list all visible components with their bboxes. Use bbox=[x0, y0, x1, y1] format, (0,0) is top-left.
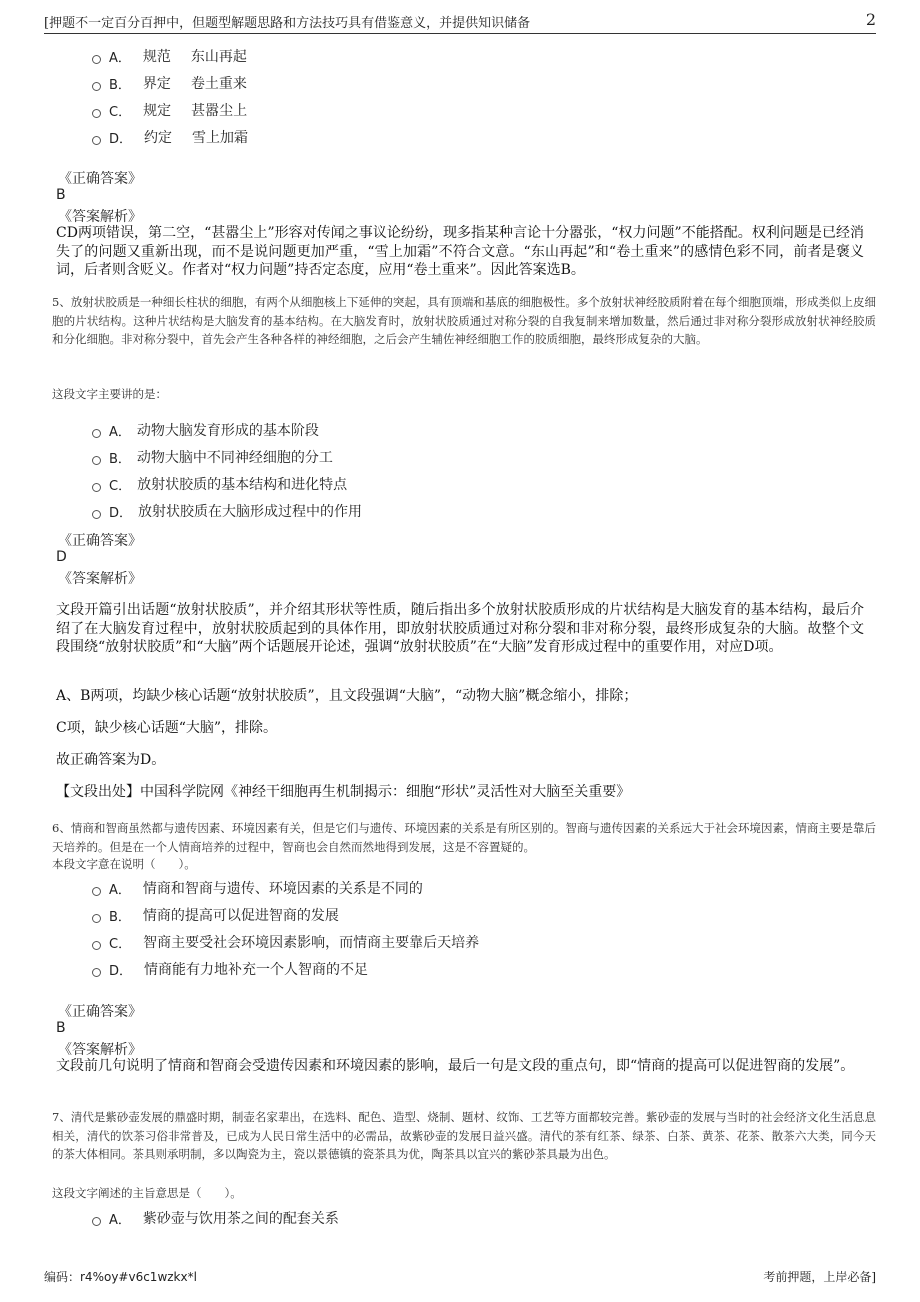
q5-option-a[interactable]: A． 动物大脑发育形成的基本阶段 bbox=[92, 420, 319, 440]
radio-icon[interactable] bbox=[92, 914, 101, 923]
radio-icon[interactable] bbox=[92, 456, 101, 465]
q6-option-b[interactable]: B． 情商的提高可以促进智商的发展 bbox=[92, 905, 339, 925]
q5-analysis-p2: A、B两项，均缺少核心话题“放射状胶质”，且文段强调“大脑”，“动物大脑”概念缩小，排除； bbox=[56, 688, 638, 704]
q4-analysis-label: 《答案解析》 bbox=[58, 209, 142, 225]
radio-icon[interactable] bbox=[92, 429, 101, 438]
q6-analysis-label: 《答案解析》 bbox=[58, 1042, 142, 1058]
q5-analysis-p4: 故正确答案为D。 bbox=[56, 752, 166, 768]
q4-option-c[interactable]: C． 规定 甚嚣尘上 bbox=[92, 100, 247, 120]
q5-option-d[interactable]: D． 放射状胶质在大脑形成过程中的作用 bbox=[92, 501, 362, 521]
q6-analysis: 文段前几句说明了情商和智商会受遗传因素和环境因素的影响，最后一句是文段的重点句，即“情商的提高可以促进智商的发展”。 bbox=[56, 1058, 855, 1074]
q6-prompt: 本段文字意在说明（ ）。 bbox=[52, 857, 196, 871]
q5-option-c[interactable]: C． 放射状胶质的基本结构和进化特点 bbox=[92, 474, 347, 494]
q5-prompt: 这段文字主要讲的是： bbox=[52, 387, 167, 401]
q5-text: 5、放射状胶质是一种细长柱状的细胞，有两个从细胞核上下延伸的突起，具有顶端和基底的细胞极性。多个放射状神经胶质附着在每个细胞顶端，形成类似上皮细胞的片状结构。这种片状结构是大脑发育的基本结构。在大脑发育时，放射状胶质通过对称分裂的自我复制来增加数量，然后通过非对称分裂形成放射状神经胶质和分化细胞。非对称分裂中，首先会产生各种各样的神经细胞，之后会产生辅佐神经细胞工作的胶质细胞，最终形成复杂的大脑。 bbox=[52, 295, 876, 346]
q6-answer: B bbox=[56, 1020, 66, 1036]
q7-prompt: 这段文字阐述的主旨意思是（ ）。 bbox=[52, 1186, 242, 1200]
q5-source: 【文段出处】中国科学院网《神经干细胞再生机制揭示：细胞“形状”灵活性对大脑至关重要》 bbox=[56, 784, 631, 800]
radio-icon[interactable] bbox=[92, 136, 101, 145]
q6-answer-label: 《正确答案》 bbox=[58, 1004, 142, 1020]
q5-answer: D bbox=[56, 549, 67, 565]
footer-code: 编码：r4%oy#v6c1wzkx*l bbox=[44, 1270, 197, 1284]
q6-option-a[interactable]: A． 情商和智商与遗传、环境因素的关系是不同的 bbox=[92, 878, 423, 898]
q5-analysis-label: 《答案解析》 bbox=[58, 571, 142, 587]
q4-answer: B bbox=[56, 187, 66, 203]
radio-icon[interactable] bbox=[92, 483, 101, 492]
footer-slogan: 考前押题，上岸必备] bbox=[763, 1270, 876, 1284]
q5-analysis-p3: C项，缺少核心话题“大脑”，排除。 bbox=[56, 720, 278, 736]
q5-option-b[interactable]: B． 动物大脑中不同神经细胞的分工 bbox=[92, 447, 333, 467]
radio-icon[interactable] bbox=[92, 941, 101, 950]
radio-icon[interactable] bbox=[92, 887, 101, 896]
q6-option-d[interactable]: D． 情商能有力地补充一个人智商的不足 bbox=[92, 959, 368, 979]
header-text: [押题不一定百分百押中，但题型解题思路和方法技巧具有借鉴意义，并提供知识储备 bbox=[44, 16, 531, 31]
q7-text: 7、清代是紫砂壶发展的鼎盛时期，制壶名家辈出，在选料、配色、造型、烧制、题材、纹饰、工艺等方面都较完善。紫砂壶的发展与当时的社会经济文化生活息息相关，清代的饮茶习俗非常普及，已成为人民日常生活中的必需品，故紫砂壶的发展日益兴盛。清代的茶有红茶、绿茶、白茶、黄茶、花茶、散茶六大类，同今天的茶大体相同。茶具则承明制，多以陶瓷为主，瓷以景德镇的瓷茶具为优，陶茶具以宜兴的紫砂茶具最为出色。 bbox=[52, 1110, 876, 1161]
q4-option-b[interactable]: B． 界定 卷土重来 bbox=[92, 73, 247, 93]
radio-icon[interactable] bbox=[92, 109, 101, 118]
q5-answer-label: 《正确答案》 bbox=[58, 533, 142, 549]
q6-option-c[interactable]: C． 智商主要受社会环境因素影响，而情商主要靠后天培养 bbox=[92, 932, 479, 952]
q4-answer-label: 《正确答案》 bbox=[58, 171, 142, 187]
radio-icon[interactable] bbox=[92, 1217, 101, 1226]
q7-option-a[interactable]: A． 紫砂壶与饮用茶之间的配套关系 bbox=[92, 1208, 339, 1228]
q4-option-d[interactable]: D． 约定 雪上加霜 bbox=[92, 127, 248, 147]
q4-option-a[interactable]: A． 规范 东山再起 bbox=[92, 46, 247, 66]
radio-icon[interactable] bbox=[92, 82, 101, 91]
header-divider bbox=[44, 33, 876, 34]
q6-text: 6、情商和智商虽然都与遗传因素、环境因素有关，但是它们与遗传、环境因素的关系是有所区别的。智商与遗传因素的关系远大于社会环境因素，情商主要是靠后天培养的。但是在一个人情商培养的过程中，智商也会自然而然地得到发展，这是不容置疑的。 bbox=[52, 821, 876, 854]
page-number: 2 bbox=[865, 10, 876, 29]
radio-icon[interactable] bbox=[92, 968, 101, 977]
radio-icon[interactable] bbox=[92, 510, 101, 519]
radio-icon[interactable] bbox=[92, 55, 101, 64]
q4-analysis: CD两项错误，第二空，“甚嚣尘上”形容对传闻之事议论纷纷，现多指某种言论十分嚣张，“权力问题”不能搭配。权利问题是已经消失了的问题又重新出现，而不是说问题更加严重，“雪上加霜”不符合文意。“东山再起”和“卷土重来”的感情色彩不同，前者是褒义词，后者则含贬义。作者对“权力问题”持否定态度，应用“卷土重来”。因此答案选B。 bbox=[56, 225, 864, 278]
q5-analysis-p1: 文段开篇引出话题“放射状胶质”，并介绍其形状等性质，随后指出多个放射状胶质形成的片状结构是大脑发育的基本结构，最后介绍了在大脑发育过程中，放射状胶质起到的具体作用，即放射状胶质通过对称分裂和非对称分裂，最终形成复杂的大脑。故整个文段围绕“放射状胶质”和“大脑”两个话题展开论述，强调“放射状胶质”在“大脑”发育形成过程中的重要作用，对应D项。 bbox=[56, 602, 864, 655]
